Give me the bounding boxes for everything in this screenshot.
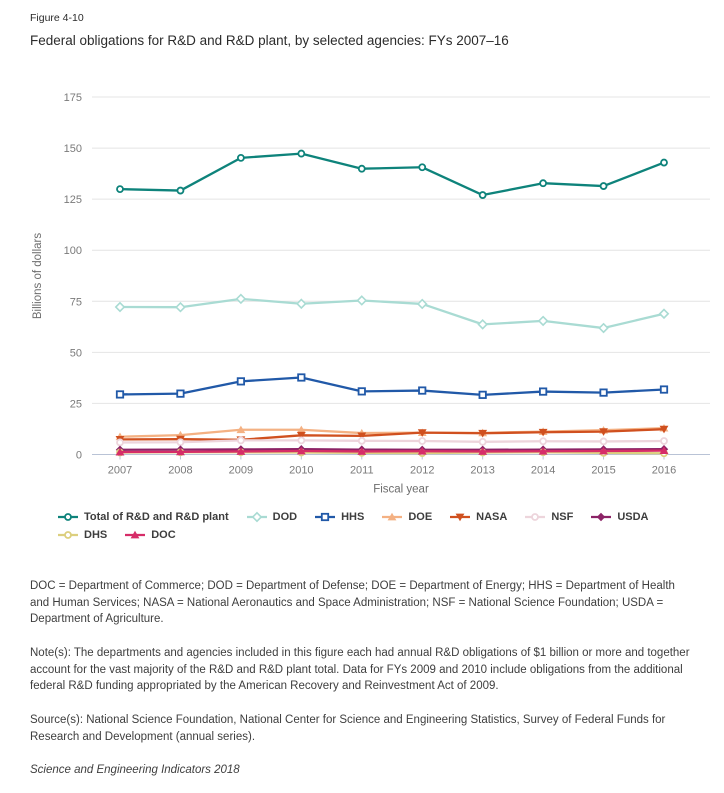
legend-item-nasa [449, 511, 507, 523]
marker-total-of-r-d-and-r-d-plant [298, 151, 304, 157]
legend-label: HHS [341, 511, 365, 523]
marker-nsf [238, 437, 244, 443]
legend-item-doe [381, 511, 432, 523]
y-tick-label: 125 [63, 194, 82, 207]
abbreviations-note: DOC = Department of Commerce; DOD = Department of Defense; DOE = Department of Energy; HHS = Department of Health and Human Services; NASA = National Aeronautics and Space Administration; NSF = National Science Foundation; USDA = Department of Agriculture. [30, 580, 675, 626]
y-tick-label: 100 [63, 245, 82, 258]
legend-label: DHS [84, 529, 108, 541]
x-tick-label: 2008 [168, 464, 193, 477]
marker-dod [358, 296, 366, 304]
marker-nsf [419, 438, 425, 444]
legend-marker-hhs-icon [314, 511, 336, 523]
series-line-hhs [120, 377, 664, 394]
chart-legend [57, 511, 717, 547]
x-tick-label: 2010 [289, 464, 314, 477]
marker-nsf [540, 438, 546, 444]
legend-label: USDA [617, 511, 649, 523]
marker-hhs [298, 374, 304, 380]
marker-hhs [479, 392, 485, 398]
footnotes-block [30, 578, 696, 779]
marker-hhs [419, 387, 425, 393]
gridlines [92, 97, 710, 455]
marker-dod [539, 317, 547, 325]
x-tick-label: 2013 [470, 464, 495, 477]
x-axis [108, 455, 676, 496]
legend-label: Total of R&D and R&D plant [84, 511, 229, 523]
notes-text: Note(s): The departments and agencies included in this figure each had annual R&D obligations of $1 billion or more and together account for the vast majority of the R&D and R&D plant total. Data for FYs 2009 and 2010 include obligations from the additional federal R&D funding appropriated by the American Recovery and Reinvestment Act of 2009. [30, 647, 690, 693]
series-line-dod [120, 299, 664, 328]
marker-total-of-r-d-and-r-d-plant [359, 166, 365, 172]
marker-nsf [601, 438, 607, 444]
publication-attribution: Science and Engineering Indicators 2018 [30, 764, 240, 777]
legend-marker-doc-icon [124, 529, 146, 541]
marker-dod [599, 324, 607, 332]
marker-dod [176, 303, 184, 311]
x-tick-label: 2014 [530, 464, 556, 477]
marker-total-of-r-d-and-r-d-plant [419, 164, 425, 170]
legend-item-nsf [524, 511, 573, 523]
legend-item-doc [124, 529, 175, 541]
y-tick-labels [64, 92, 82, 462]
marker-nsf [117, 439, 123, 445]
legend-item-usda [590, 511, 648, 523]
figure-number: Figure 4-10 [30, 12, 84, 24]
marker-total-of-r-d-and-r-d-plant [117, 186, 123, 192]
legend-marker-dhs-icon [57, 529, 79, 541]
marker-total-of-r-d-and-r-d-plant [238, 155, 244, 161]
legend-marker-usda-icon [590, 511, 612, 523]
series-hhs [117, 374, 667, 398]
legend-marker-dod-icon [246, 511, 268, 523]
marker-hhs [540, 388, 546, 394]
y-tick-label: 25 [69, 398, 82, 411]
marker-nsf [298, 437, 304, 443]
marker-nsf [480, 439, 486, 445]
legend-item-dod [246, 511, 297, 523]
x-tick-label: 2007 [107, 464, 133, 477]
series-line-nsf [120, 440, 664, 442]
x-tick-label: 2011 [349, 464, 374, 477]
y-axis-title: Billions of dollars [32, 232, 44, 320]
source-text: Source(s): National Science Foundation, National Center for Science and Engineering Statistics, Survey of Federal Funds for Research and Development (annual series). [30, 714, 666, 743]
x-tick-label: 2016 [651, 464, 677, 477]
legend-label: DOD [272, 511, 298, 523]
series-line-nasa [120, 429, 664, 440]
legend-label: DOC [151, 529, 176, 541]
line-chart [30, 85, 720, 505]
marker-dod [116, 303, 124, 311]
marker-hhs [661, 386, 667, 392]
legend-marker-total-of-r-d-and-r-d-plant-icon [57, 511, 79, 523]
marker-hhs [600, 389, 606, 395]
y-tick-label: 50 [69, 347, 82, 360]
marker-dod [660, 310, 668, 318]
series-line-total-of-r-d-and-r-d-plant [120, 154, 664, 195]
x-tick-label: 2012 [409, 464, 435, 477]
y-tick-label: 0 [75, 449, 82, 462]
marker-hhs [238, 378, 244, 384]
x-tick-label: 2015 [591, 464, 616, 477]
series-total-of-r-d-and-r-d-plant [117, 151, 667, 198]
marker-dod [478, 320, 486, 328]
legend-label: NSF [551, 511, 574, 523]
marker-hhs [359, 388, 365, 394]
legend-label: NASA [476, 511, 508, 523]
legend-item-total-of-r-d-and-r-d-plant [57, 511, 229, 523]
series-dod [116, 295, 668, 333]
marker-hhs [117, 391, 123, 397]
series-line-doc [120, 451, 664, 452]
x-axis-title: Fiscal year [373, 483, 429, 496]
marker-total-of-r-d-and-r-d-plant [177, 188, 183, 194]
legend-item-dhs [57, 529, 107, 541]
legend-label: DOE [408, 511, 433, 523]
x-tick-label: 2009 [228, 464, 254, 477]
marker-total-of-r-d-and-r-d-plant [540, 180, 546, 186]
marker-nsf [661, 438, 667, 444]
series-line-usda [120, 449, 664, 450]
marker-total-of-r-d-and-r-d-plant [601, 183, 607, 189]
y-tick-label: 175 [63, 92, 82, 104]
legend-row [57, 529, 717, 541]
marker-total-of-r-d-and-r-d-plant [661, 160, 667, 166]
legend-item-hhs [314, 511, 364, 523]
marker-nsf [177, 439, 183, 445]
legend-marker-nsf-icon [524, 511, 546, 523]
marker-hhs [177, 390, 183, 396]
legend-marker-doe-icon [381, 511, 403, 523]
chart-title: Federal obligations for R&D and R&D plant, by selected agencies: FYs 2007–16 [30, 33, 509, 48]
y-tick-label: 75 [69, 296, 82, 309]
legend-row [57, 511, 717, 523]
marker-total-of-r-d-and-r-d-plant [480, 192, 486, 198]
legend-marker-nasa-icon [449, 511, 471, 523]
marker-nsf [359, 438, 365, 444]
y-tick-label: 150 [63, 143, 82, 156]
